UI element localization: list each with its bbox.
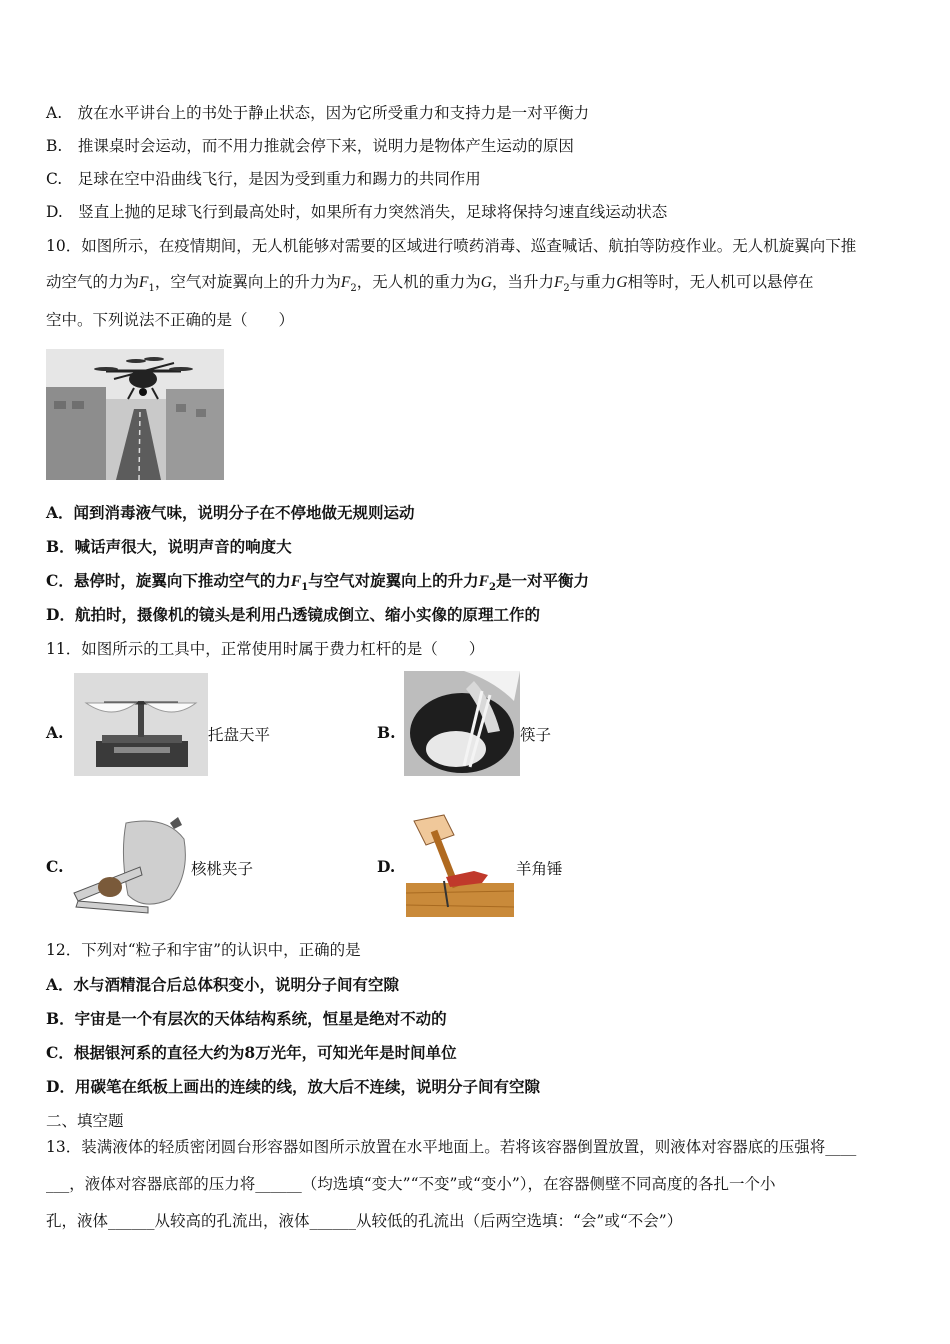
- balance-scale-image: [74, 673, 208, 776]
- q11-option-c-caption: 核桃夹子: [191, 860, 254, 878]
- q9-option-d: D. 竖直上抛的足球飞行到最高处时，如果所有力突然消失，足球将保持匀速直线运动状态: [46, 203, 668, 221]
- q10-stem-line3: 空中。下列说法不正确的是（ ）: [46, 311, 295, 329]
- q11-option-a-label: A.: [46, 723, 64, 742]
- q12-option-a: A．水与酒精混合后总体积变小，说明分子间有空隙: [46, 975, 400, 994]
- q10-option-c: C．悬停时，旋翼向下推动空气的力$F_1$与空气对旋翼向上的升力$F_2$是一对平衡力: [46, 571, 589, 594]
- q12-option-c: C．根据银河系的直径大约为8万光年，可知光年是时间单位: [46, 1043, 457, 1062]
- q9-option-b: B. 推课桌时会运动，而不用力推就会停下来，说明力是物体产生运动的原因: [46, 137, 574, 155]
- q11-option-b-label: B.: [377, 723, 396, 742]
- q13-line3: 孔，液体______从较高的孔流出，液体______从较低的孔流出（后两空选填：“会”或“不会”）: [46, 1212, 683, 1230]
- q13-line1: 13．装满液体的轻质密闭圆台形容器如图所示放置在水平地面上。若将该容器倒置放置，则液体对容器底的压强将____: [46, 1138, 857, 1156]
- q10-stem-line1: 10．如图所示，在疫情期间，无人机能够对需要的区域进行喷药消毒、巡查喊话、航拍等防疫作业。无人机旋翼向下推: [46, 237, 857, 255]
- q11-option-b-caption: 筷子: [520, 726, 552, 744]
- nutcracker-image: [70, 815, 192, 915]
- q12-stem: 12．下列对“粒子和宇宙”的认识中，正确的是: [46, 941, 361, 959]
- drone-city-photo: [46, 349, 224, 480]
- chopsticks-image: [404, 671, 520, 776]
- q12-option-d: D．用碳笔在纸板上画出的连续的线，放大后不连续，说明分子间有空隙: [46, 1077, 540, 1096]
- q10-option-a: A．闻到消毒液气味，说明分子在不停地做无规则运动: [46, 503, 415, 522]
- claw-hammer-image: [404, 811, 516, 917]
- q11-option-c-label: C.: [46, 857, 64, 876]
- q9-option-a: A. 放在水平讲台上的书处于静止状态，因为它所受重力和支持力是一对平衡力: [46, 104, 590, 122]
- q11-stem: 11．如图所示的工具中，正常使用时属于费力杠杆的是（ ）: [46, 640, 485, 658]
- q10-stem-line2: 动空气的力为$F_1$，空气对旋翼向上的升力为$F_2$，无人机的重力为G，当升力$F_2$与重力G相等时，无人机可以悬停在: [46, 273, 814, 295]
- q11-option-d-label: D.: [377, 857, 396, 876]
- q10-option-d: D．航拍时，摄像机的镜头是利用凸透镜成倒立、缩小实像的原理工作的: [46, 605, 540, 624]
- q12-option-b: B．宇宙是一个有层次的天体结构系统，恒星是绝对不动的: [46, 1009, 447, 1028]
- q10-option-b: B．喊话声很大，说明声音的响度大: [46, 537, 292, 556]
- q9-option-c: C. 足球在空中沿曲线飞行，是因为受到重力和踢力的共同作用: [46, 170, 481, 188]
- q11-option-a-caption: 托盘天平: [208, 726, 271, 744]
- q13-line2: ___，液体对容器底部的压力将______（均选填“变大”“不变”或“变小”），在容器侧壁不同高度的各扎一个小: [46, 1175, 776, 1193]
- section-title-fill-blank: 二、填空题: [46, 1112, 124, 1130]
- q11-option-d-caption: 羊角锤: [516, 860, 563, 878]
